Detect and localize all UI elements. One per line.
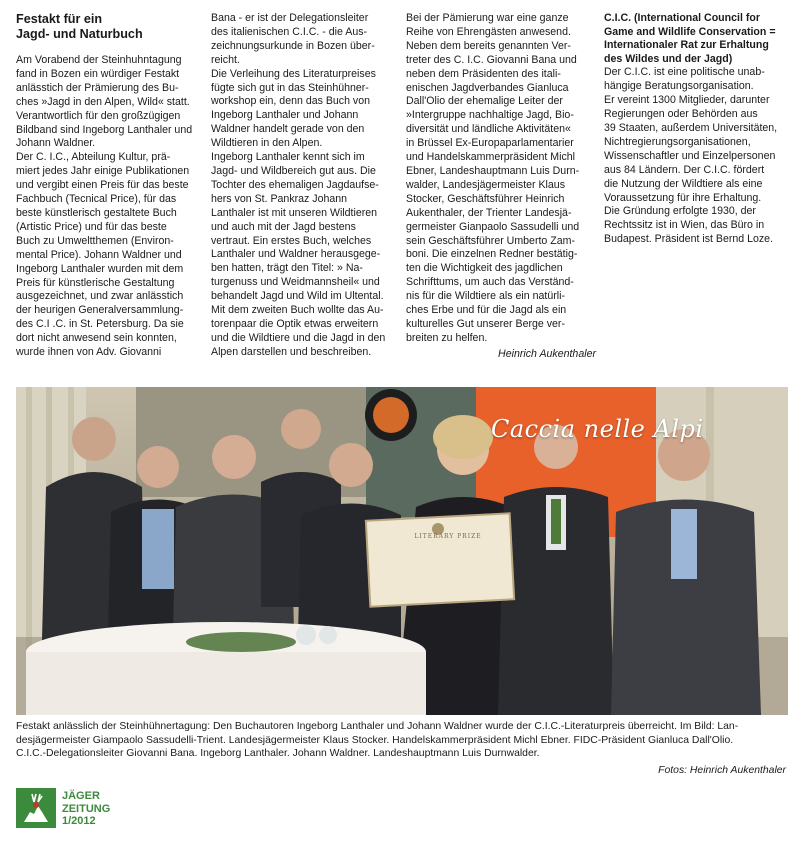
text-line: aus 84 Ländern. Der C.I.C. fördert xyxy=(604,163,765,176)
caption-line: Festakt anlässlich der Steinhühnertagung: Den Buchautoren Ingeborg Lanthaler und Johann Waldner wurde der C.I.C.-Literaturpreis überreicht. Im Bild: Lan- xyxy=(16,721,739,732)
text-line: Neben dem bereits genannten Ver- xyxy=(406,39,571,52)
article-headline xyxy=(16,12,202,42)
cic-text xyxy=(604,66,788,247)
text-line: Verantwortlich für den großzügigen xyxy=(16,109,181,122)
text-line: und Handelskammerpräsident Michl xyxy=(406,151,575,164)
text-line: breiten zu helfen. xyxy=(406,331,488,344)
text-line: hängige Beratungsorganisation. xyxy=(604,80,754,93)
text-line: torenpaar die Optik etwas erweitern xyxy=(211,317,379,330)
diploma-title: LITERARY PRIZE xyxy=(414,533,482,540)
text-line: ben hatten, trägt den Titel: » Na- xyxy=(211,262,363,275)
text-line: des C.I .C. in St. Petersburg. Da sie xyxy=(16,318,184,331)
text-line: der heurigen Generalversammlung- xyxy=(16,304,184,317)
publication-name xyxy=(62,790,110,828)
text-line: vertraut. Ein erstes Buch, welches xyxy=(211,234,372,247)
text-line: fand in Bozen ein würdiger Festakt xyxy=(16,67,180,80)
cic-info-box xyxy=(604,12,788,247)
article-column-3 xyxy=(406,12,596,362)
text-line: wurde ihnen von Adv. Giovanni xyxy=(16,346,162,359)
text-line: Ingeborg Lanthaler und Johann xyxy=(211,109,359,122)
article-column-1 xyxy=(16,12,202,360)
text-line: (Artistic Price) und für das beste xyxy=(16,220,167,233)
text-line: Internationaler Rat zur Erhaltung xyxy=(604,39,769,52)
text-line: Am Vorabend der Steinhuhntagung xyxy=(16,54,182,66)
photo-credit: Fotos: Heinrich Aukenthaler xyxy=(658,765,786,776)
text-line: sein Geschäftsführer Umberto Zam- xyxy=(406,234,575,247)
text-line: Budapest. Präsident ist Bernd Loze. xyxy=(604,233,774,246)
caption-line: desjägermeister Giampaolo Sassudelli-Trient. Landesjägermeister Klaus Stocker. Handelskammerpräsident Michl Ebner. FIDC-Präsident Gianluca Dall'Olio. xyxy=(16,734,734,746)
text-line: ches Erbe und für die Jagd als ein xyxy=(406,304,567,317)
text-line: behandelt Jagd und Wild im Ultental. xyxy=(211,290,384,303)
text-line: Bana - er ist der Delegationsleiter xyxy=(211,12,369,24)
caption-line: C.I.C.-Delegationsleiter Giovanni Bana. Ingeborg Lanthaler. Johann Waldner. Landeshauptmann Luis Durnwalder. xyxy=(16,748,540,760)
text-line: workshop ein, denn das Buch von xyxy=(211,95,371,108)
column-1-text xyxy=(16,54,202,360)
text-line: Schrifttums, um auch das Verständ- xyxy=(406,276,574,289)
logo-line: 1/2012 xyxy=(62,815,96,827)
text-line: fügte sich gut in das Steinhühner- xyxy=(211,81,369,94)
text-line: Ebner, Landeshauptmann Luis Durn- xyxy=(406,164,580,177)
text-line: Alpen darstellen und beschreiben. xyxy=(211,345,372,358)
text-line: Stocker, Geschäftsführer Heinrich xyxy=(406,192,565,205)
text-line: die Nutzung der Wildtiere als eine xyxy=(604,177,763,190)
text-line: Tochter des ehemaligen Jagdaufse- xyxy=(211,178,379,191)
text-line: Ingeborg Lanthaler kennt sich im xyxy=(211,151,365,164)
text-line: Voraussetzung für ihre Erhaltung. xyxy=(604,191,762,204)
text-line: nis für die Wildtiere als ein natürli- xyxy=(406,290,565,303)
text-line: walder, Landesjägermeister Klaus xyxy=(406,178,565,191)
article-signature: Heinrich Aukenthaler xyxy=(498,347,596,360)
text-line: Bildband sind Ingeborg Lanthaler und xyxy=(16,123,193,136)
text-line: Aukenthaler, der Trienter Landesjä- xyxy=(406,206,572,219)
deer-logo-icon xyxy=(16,788,56,828)
text-line: ches »Jagd in den Alpen, Wild« statt. xyxy=(16,95,190,108)
logo-line: JÄGER xyxy=(62,790,100,802)
text-line: turgenuss und Weidmannsheil« und xyxy=(211,276,380,289)
text-line: Fachbuch (Tecnical Price), für das xyxy=(16,193,177,206)
text-line: hers von St. Pankraz Johann xyxy=(211,192,348,205)
text-line: Wildtieren in den Alpen. xyxy=(211,137,323,150)
text-line: Buch zu Umweltthemen (Environ- xyxy=(16,234,174,247)
text-line: und vergibt einen Preis für das beste xyxy=(16,179,189,192)
text-line: Jagd- und Wildbereich gut aus. Die xyxy=(211,164,376,177)
cic-heading xyxy=(604,12,788,66)
text-line: Johann Waldner. xyxy=(16,137,96,150)
text-line: Er vereint 1300 Mitglieder, darunter xyxy=(604,94,770,107)
text-line: Der C. I.C., Abteilung Kultur, prä- xyxy=(16,151,171,164)
text-line: Lanthaler und Waldner herausgege- xyxy=(211,248,381,261)
text-line: Waldner handelt gerade von den xyxy=(211,123,365,136)
text-line: dort nicht anwesend sein konnten, xyxy=(16,332,177,345)
text-line: in Brüssel Ex-Europaparlamentarier xyxy=(406,137,574,150)
text-line: diversität und ländliche Aktivitäten« xyxy=(406,123,571,136)
headline-line: Jagd- und Naturbuch xyxy=(16,27,143,41)
text-line: Dall'Olio der ehemalige Leiter der xyxy=(406,95,563,108)
text-line: germeister Gianpaolo Sassudelli und xyxy=(406,220,580,233)
text-line: kulturelles Gut unserer Berge ver- xyxy=(406,317,565,330)
text-line: Reihe von Ehrengästen anwesend. xyxy=(406,25,571,38)
text-line: Ingeborg Lanthaler wurden mit dem xyxy=(16,262,184,275)
text-line: zeichnungsurkunde in Bozen über- xyxy=(211,39,375,52)
text-line: Mit dem zweiten Buch wollte das Au- xyxy=(211,304,384,317)
logo-line: ZEITUNG xyxy=(62,802,111,815)
text-line: beste künstlerisch gestaltete Buch xyxy=(16,206,177,219)
headline-line: Festakt für ein xyxy=(16,12,103,26)
text-line: Preis für künstlerische Gestaltung xyxy=(16,276,175,289)
text-line: 39 Staaten, außerdem Universitäten, xyxy=(604,122,778,134)
text-line: Nichtregierungsorganisationen, xyxy=(604,135,751,148)
text-line: anlässtich der Prämierung des Bu- xyxy=(16,81,179,94)
text-line: Der C.I.C. ist eine politische unab- xyxy=(604,66,765,79)
text-line: und auch mit der Jagd bestens xyxy=(211,220,356,233)
text-line: und die Wildtiere und die Jagd in den xyxy=(211,331,386,344)
text-line: Die Gründung erfolgte 1930, der xyxy=(604,205,756,218)
text-line: ten die Wichtigkeit des jagdlichen xyxy=(406,262,563,275)
text-line: Die Verleihung des Literaturpreises xyxy=(211,67,376,80)
photo-caption xyxy=(16,720,788,761)
text-line: Wissenschaftler und Einzelpersonen xyxy=(604,149,776,162)
column-2-text xyxy=(211,12,399,360)
text-line: C.I.C. (International Council for xyxy=(604,12,760,24)
text-line: Rechtssitz ist in Wien, das Büro in xyxy=(604,219,765,232)
text-line: Bei der Pämierung war eine ganze xyxy=(406,12,569,24)
text-line: boni. Die einzelnen Redner bestätig- xyxy=(406,248,578,261)
text-line: treter des C. I.C. Giovanni Bana und xyxy=(406,53,577,66)
column-3-text xyxy=(406,12,596,346)
banner-title: Caccia nelle Alpi xyxy=(491,415,704,443)
text-line: mental Price). Johann Waldner und xyxy=(16,248,182,261)
text-line: neben dem Präsidenten des itali- xyxy=(406,67,561,80)
text-line: ausgezeichnet, und zwar anlässtich xyxy=(16,290,184,303)
text-line: des italienischen C.I.C. - die Aus- xyxy=(211,25,368,38)
article-column-2 xyxy=(211,12,399,360)
group-photo xyxy=(16,387,788,715)
text-line: enischen Jagdverbandes Gianluca xyxy=(406,81,569,94)
text-line: reicht. xyxy=(211,53,240,66)
text-line: »Intergruppe nachhaltige Jagd, Bio- xyxy=(406,109,574,122)
text-line: Game and Wildlife Conservation = xyxy=(604,25,776,38)
text-line: des Wildes und der Jagd) xyxy=(604,52,733,65)
text-line: Regierungen oder Behörden aus xyxy=(604,108,758,121)
text-line: miert jedes Jahr einige Publikationen xyxy=(16,165,190,178)
text-line: Lanthaler ist mit unseren Wildtieren xyxy=(211,206,378,219)
